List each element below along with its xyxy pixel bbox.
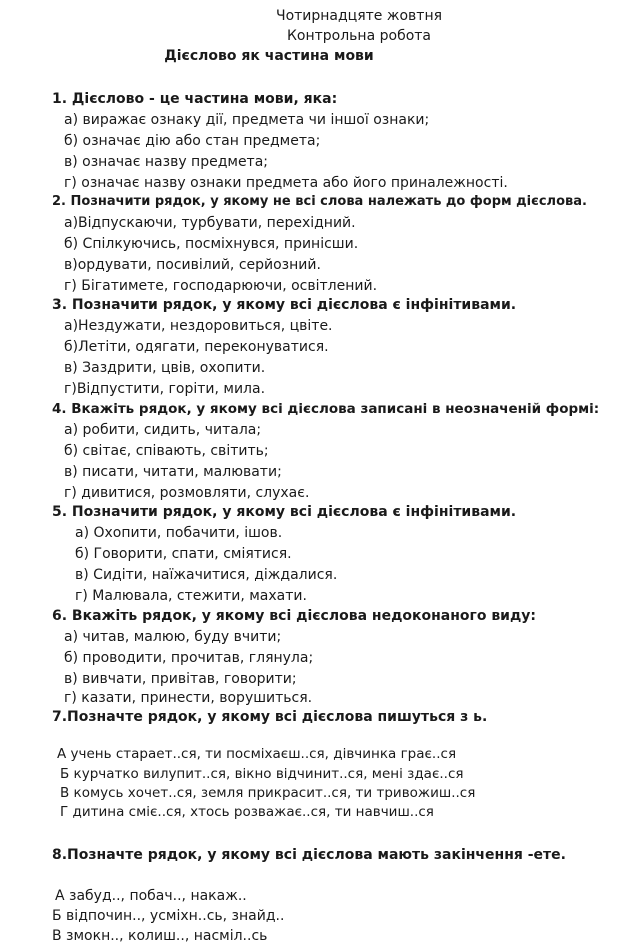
question-4: 4. Вкажіть рядок, у якому всі дієслова записані в неозначеній формі:: [52, 401, 600, 417]
question-6: 6. Вкажіть рядок, у якому всі дієслова недоконаного виду:: [52, 608, 537, 624]
question-7-option-d: Г дитина сміє..ся, хтось розважає..ся, ти навчиш..ся: [60, 804, 434, 820]
question-5-option-d: г) Малювала, стежити, махати.: [75, 588, 307, 604]
question-8-option-b: Б відпочин.., усміхн..сь, знайд..: [52, 908, 285, 924]
question-6-option-c: в) вивчати, привітав, говорити;: [64, 671, 297, 687]
question-6-option-a: а) читав, малюю, буду вчити;: [64, 629, 282, 645]
question-2-option-c: в)ордувати, посивілий, серйозний.: [64, 257, 321, 273]
question-7-option-b: Б курчатко вилупит..ся, вікно відчинит..ся, мені здає..ся: [60, 766, 464, 782]
document-title: Дієслово як частина мови: [164, 48, 374, 64]
header-date: Чотирнадцяте жовтня: [275, 8, 443, 24]
question-1-option-a: а) виражає ознаку дії, предмета чи іншої ознаки;: [64, 112, 430, 128]
question-4-option-a: а) робити, сидить, читала;: [64, 422, 262, 438]
question-3-option-b: б)Летіти, одягати, переконуватися.: [64, 339, 329, 355]
question-4-option-d: г) дивитися, розмовляти, слухає.: [64, 485, 310, 501]
question-5-option-b: б) Говорити, спати, сміятися.: [75, 546, 292, 562]
question-5-option-a: а) Охопити, побачити, ішов.: [75, 525, 283, 541]
header-type: Контрольна робота: [286, 28, 432, 44]
question-1-option-b: б) означає дію або стан предмета;: [64, 133, 321, 149]
question-3-option-c: в) Заздрити, цвів, охопити.: [64, 360, 266, 376]
question-1-option-d: г) означає назву ознаки предмета або його приналежності.: [64, 175, 508, 191]
question-2: 2. Позначити рядок, у якому не всі слова належать до форм дієслова.: [52, 194, 587, 209]
question-4-option-b: б) світає, співають, світить;: [64, 443, 269, 459]
question-5-option-c: в) Сидіти, наїжачитися, діждалися.: [75, 567, 338, 583]
question-4-option-c: в) писати, читати, малювати;: [64, 464, 282, 480]
question-2-option-d: г) Бігатимете, господарюючи, освітлений.: [64, 278, 378, 294]
question-8-option-a: А забуд.., побач.., накаж..: [55, 888, 247, 904]
question-7-option-a: А учень старает..ся, ти посміхаєш..ся, дівчинка грає..ся: [57, 746, 457, 762]
question-3-option-a: а)Нездужати, нездоровиться, цвіте.: [64, 318, 333, 334]
question-1: 1. Дієслово - це частина мови, яка:: [52, 91, 338, 107]
question-5: 5. Позначити рядок, у якому всі дієслова є інфінітивами.: [52, 504, 517, 520]
question-7-option-c: В комусь хочет..ся, земля прикрасит..ся, ти тривожиш..ся: [60, 785, 476, 801]
question-8-option-c: В змокн.., колиш.., насміл..сь: [52, 928, 268, 944]
question-1-option-c: в) означає назву предмета;: [64, 154, 269, 170]
question-2-option-a: а)Відпускаючи, турбувати, перехідний.: [64, 215, 356, 231]
question-6-option-d: г) казати, принести, ворушиться.: [64, 690, 313, 706]
question-3: 3. Позначити рядок, у якому всі дієслова є інфінітивами.: [52, 297, 517, 313]
question-7: 7.Позначте рядок, у якому всі дієслова пишуться з ь.: [52, 709, 488, 725]
question-6-option-b: б) проводити, прочитав, глянула;: [64, 650, 314, 666]
question-2-option-b: б) Спілкуючись, посміхнувся, принісши.: [64, 236, 359, 252]
question-8: 8.Позначте рядок, у якому всі дієслова мають закінчення -ете.: [52, 847, 566, 863]
question-3-option-d: г)Відпустити, горіти, мила.: [64, 381, 266, 397]
